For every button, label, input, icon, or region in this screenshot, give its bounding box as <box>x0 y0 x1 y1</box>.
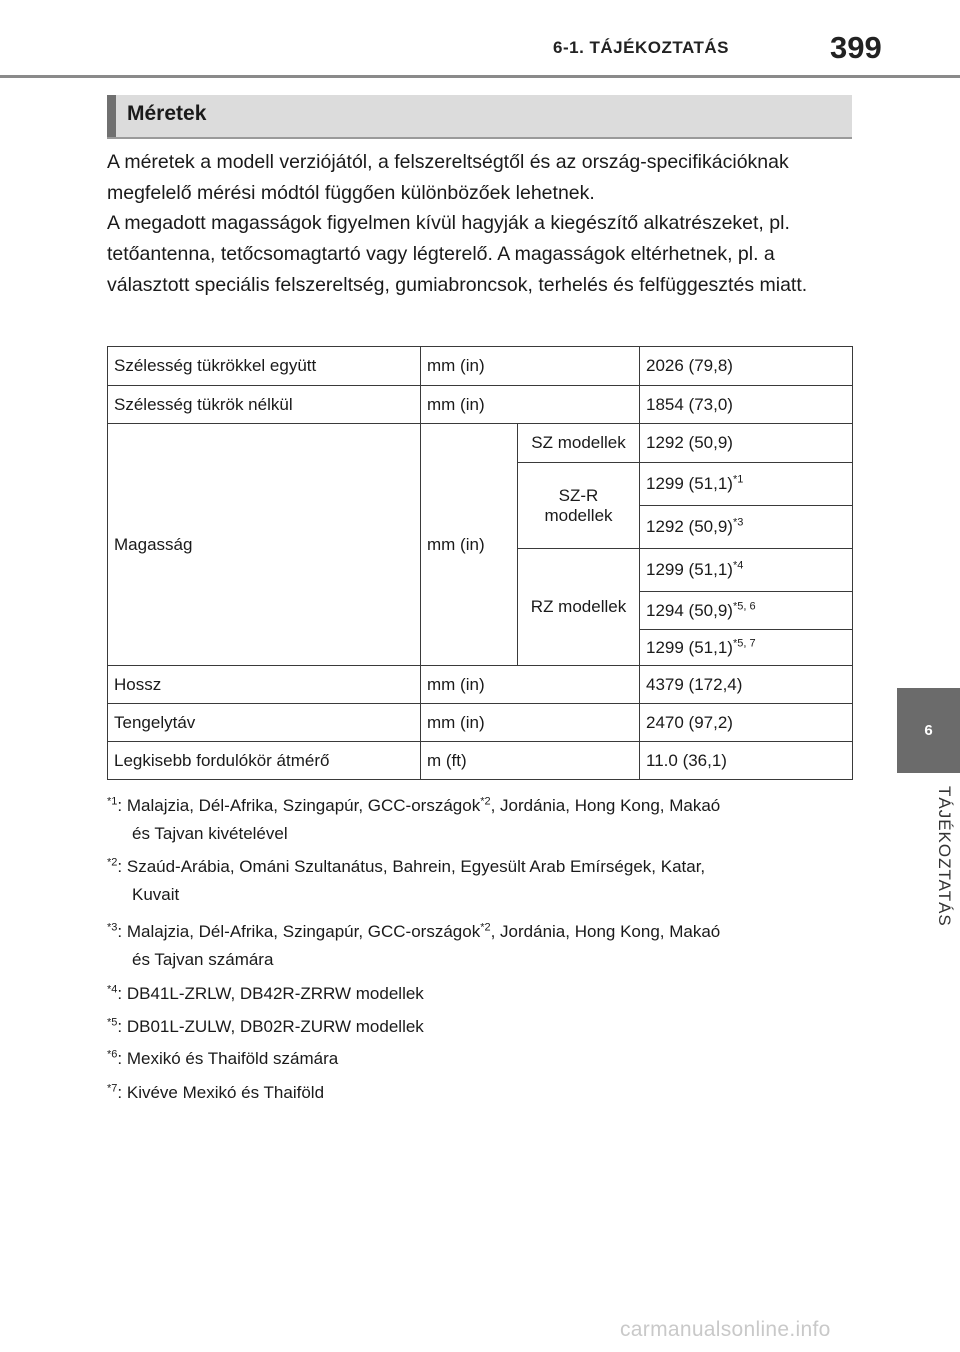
height-label: Magasság <box>108 424 421 666</box>
footnote-1: $^{*1}$: Malajzia, Dél-Afrika, Szingapúr, GCC-országok$^{*2}$, Jordánia, Hong Kong, Makaó és Tajvan kivételével <box>107 795 721 843</box>
row-unit: mm (in) <box>421 386 640 424</box>
chapter-tab-rule <box>897 770 960 773</box>
intro-paragraph-2: A megadott magasságok figyelmen kívül hagyják a kiegészítő alkatrészeket, pl. tetőantenna, tetőcsomagtartó vagy légterelő. A magasságok eltérhetnek, pl. a választott speciális felszereltség, gumiabroncsok, terhelés és felfüggesztés miatt. <box>107 212 808 296</box>
rz-value-1: 1299 $(51,1)^{*4}$ <box>640 549 853 592</box>
intro-paragraph-1: A méretek a modell verziójától, a felszereltségtől és az ország-specifikációknak megfelelő mérési módtól függően különbözőek lehetnek. <box>107 151 789 204</box>
watermark: carmanualsonline.info <box>620 1318 831 1341</box>
footnote-7: $^{*7}$: Kivéve Mexikó és Thaiföld <box>107 1082 325 1102</box>
row-value: 11.0 (36,1) <box>640 742 853 780</box>
title-accent-stripe <box>107 95 116 137</box>
sz-model-value: 1292 (50,9) <box>640 424 853 463</box>
szr-value-2: 1292 $(50,9)^{*3}$ <box>640 506 853 549</box>
row-label: Hossz <box>108 666 421 704</box>
section-title: Méretek <box>127 102 207 125</box>
table-row <box>108 666 853 704</box>
rz-model-label: RZ modellek <box>518 549 640 666</box>
szr-value-1: 1299 $(51,1)^{*1}$ <box>640 463 853 506</box>
row-label: Szélesség tükrök nélkül <box>108 386 421 424</box>
table-row <box>108 347 853 386</box>
table-row <box>108 386 853 424</box>
sz-model-label: SZ modellek <box>518 424 640 463</box>
row-label: Legkisebb fordulókör átmérő <box>108 742 421 780</box>
row-value: 2470 (97,2) <box>640 704 853 742</box>
header-divider <box>0 75 960 78</box>
section-heading: 6-1. TÁJÉKOZTATÁS <box>553 38 729 57</box>
chapter-number: 6 <box>924 722 933 739</box>
footnote-2: $^{*2}$: Szaúd-Arábia, Ománi Szultanátus, Bahrein, Egyesült Arab Emírségek, Katar, Kuvait <box>107 856 706 904</box>
footnote-4: $^{*4}$: DB41L-ZRLW, DB42R-ZRRW modellek <box>107 983 424 1003</box>
footnote-6: $^{*6}$: Mexikó és Thaiföld számára <box>107 1048 339 1068</box>
chapter-side-label: TÁJÉKOZTATÁS <box>935 786 954 927</box>
chapter-tab <box>897 688 960 770</box>
dimensions-table <box>107 346 853 780</box>
row-unit: mm (in) <box>421 704 640 742</box>
table-row <box>108 424 853 463</box>
row-value: 4379 (172,4) <box>640 666 853 704</box>
rz-value-3: 1299 $(51,1)^{*5, 7}$ <box>640 630 853 666</box>
row-label: Szélesség tükrökkel együtt <box>108 347 421 386</box>
row-unit: m (ft) <box>421 742 640 780</box>
footnote-3: $^{*3}$: Malajzia, Dél-Afrika, Szingapúr, GCC-országok$^{*2}$, Jordánia, Hong Kong, Makaó és Tajvan számára <box>107 921 721 969</box>
row-unit: mm (in) <box>421 347 640 386</box>
row-value: 2026 (79,8) <box>640 347 853 386</box>
section-title-bar <box>107 95 852 139</box>
row-value: 1854 (73,0) <box>640 386 853 424</box>
rz-value-2: 1294 $(50,9)^{*5, 6}$ <box>640 592 853 630</box>
szr-model-label: SZ-R modellek <box>518 463 640 549</box>
height-unit: mm (in) <box>421 424 518 666</box>
table-row <box>108 704 853 742</box>
table-row <box>108 742 853 780</box>
footnote-5: $^{*5}$: DB01L-ZULW, DB02R-ZURW modellek <box>107 1016 424 1036</box>
page-number: 399 <box>830 30 882 65</box>
row-unit: mm (in) <box>421 666 640 704</box>
row-label: Tengelytáv <box>108 704 421 742</box>
